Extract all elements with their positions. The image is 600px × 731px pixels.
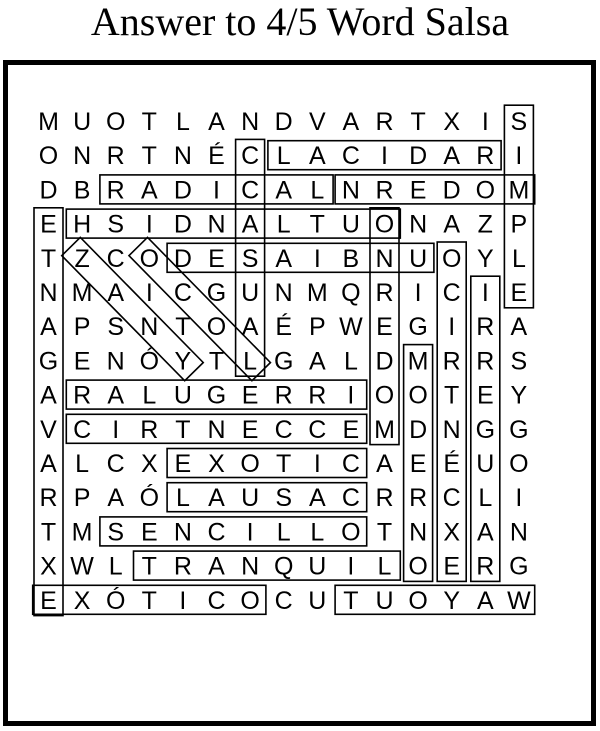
grid-letter: T: [141, 586, 157, 615]
grid-letter: O: [38, 142, 59, 171]
grid-letter: E: [40, 210, 57, 239]
grid-letter: L: [343, 347, 358, 376]
grid-letter: C: [442, 484, 461, 513]
grid-letter: C: [341, 142, 360, 171]
grid-letter: E: [241, 415, 259, 444]
grid-letter: E: [409, 176, 427, 205]
grid-letter: I: [112, 415, 120, 444]
grid-letter: A: [208, 484, 225, 513]
grid-letter: M: [71, 518, 93, 547]
grid-letter: N: [140, 313, 159, 342]
grid-letter: E: [174, 450, 192, 478]
grid-letter: I: [515, 484, 523, 513]
grid-letter: U: [375, 586, 394, 615]
grid-letter: L: [377, 552, 392, 581]
grid-letter: N: [409, 518, 428, 547]
grid-letter: L: [175, 108, 190, 136]
grid-letter: E: [476, 381, 494, 410]
grid-letter: T: [175, 313, 191, 342]
grid-letter: D: [409, 415, 428, 444]
grid-letter: U: [241, 279, 260, 307]
grid-letter: N: [241, 108, 260, 136]
grid-letter: T: [343, 586, 359, 615]
grid-letter: A: [107, 381, 125, 410]
grid-letter: Y: [510, 381, 528, 410]
answer-outline: [335, 585, 535, 614]
grid-letter: U: [241, 484, 260, 513]
grid-letter: V: [40, 415, 57, 444]
grid-letter: N: [173, 142, 192, 171]
grid-letter: S: [107, 313, 125, 342]
grid-letter: A: [443, 210, 461, 239]
grid-letter: G: [206, 381, 227, 410]
grid-letter: O: [341, 518, 361, 547]
grid-letter: T: [276, 450, 292, 478]
grid-letter: O: [408, 586, 428, 615]
grid-letter: L: [478, 484, 493, 513]
grid-letter: W: [339, 313, 363, 342]
grid-letter: C: [274, 586, 293, 615]
grid-letter: Y: [443, 586, 461, 615]
grid-letter: D: [409, 142, 428, 171]
grid-letter: M: [508, 176, 530, 205]
grid-letter: A: [40, 450, 57, 478]
answer-outline: [167, 449, 367, 478]
grid-letter: O: [408, 552, 428, 581]
grid-letter: B: [342, 244, 360, 273]
answer-outline: [167, 243, 434, 272]
grid-letter: B: [73, 176, 91, 205]
grid-letter: A: [107, 484, 125, 513]
answer-outline: [100, 517, 367, 546]
grid-letter: T: [376, 518, 393, 547]
grid-letter: R: [476, 313, 495, 342]
grid-letter: U: [73, 108, 92, 136]
grid-letter: O: [374, 210, 395, 239]
grid-letter: E: [376, 313, 393, 342]
grid-letter: Y: [476, 244, 494, 273]
grid-letter: Y: [174, 347, 192, 376]
grid-letter: Ó: [139, 484, 160, 513]
grid-letter: G: [408, 313, 428, 342]
grid-letter: A: [308, 347, 326, 376]
grid-letter: C: [207, 586, 226, 615]
grid-letter: A: [476, 518, 494, 547]
grid-letter: S: [241, 244, 259, 273]
grid-letter: H: [73, 210, 92, 239]
grid-letter: A: [510, 313, 528, 342]
grid-letter: I: [246, 518, 254, 547]
grid-letter: Ó: [105, 586, 126, 615]
grid-letter: E: [443, 552, 461, 581]
grid-letter: T: [141, 552, 157, 581]
grid-letter: R: [39, 484, 58, 513]
grid-letter: O: [374, 381, 395, 410]
grid-letter: C: [274, 415, 293, 444]
grid-letter: S: [107, 518, 125, 547]
grid-letter: U: [173, 381, 192, 410]
grid-letter: D: [375, 347, 394, 376]
grid-letter: G: [475, 415, 496, 444]
grid-letter: R: [375, 484, 394, 513]
grid-letter: X: [140, 450, 158, 478]
grid-letter: T: [175, 415, 191, 444]
grid-letter: R: [409, 484, 428, 513]
grid-letter: A: [107, 279, 125, 307]
grid-letter: T: [444, 381, 460, 410]
grid-letter: T: [208, 347, 225, 376]
grid-letter: É: [208, 142, 225, 171]
grid-letter: C: [173, 279, 192, 307]
grid-letter: S: [275, 484, 293, 513]
grid-letter: S: [510, 347, 528, 376]
grid-letter: P: [510, 210, 528, 239]
grid-letter: R: [375, 108, 394, 136]
grid-letter: N: [375, 244, 394, 273]
grid-letter: L: [142, 381, 157, 410]
grid-letter: Q: [273, 552, 294, 581]
grid-letter: O: [206, 313, 227, 342]
grid-letter: C: [241, 142, 260, 171]
grid-letters: [38, 108, 531, 615]
grid-letter: A: [40, 381, 57, 410]
grid-letter: R: [442, 347, 461, 376]
grid-letter: D: [39, 176, 58, 205]
grid-letter: A: [40, 313, 57, 342]
grid-letter: R: [140, 415, 159, 444]
grid-letter: R: [106, 142, 125, 171]
grid-letter: E: [342, 415, 360, 444]
grid-letter: É: [275, 313, 293, 342]
grid-letter: A: [140, 176, 158, 205]
grid-letter: A: [208, 552, 225, 581]
grid-letter: E: [241, 381, 259, 410]
grid-letter: C: [106, 450, 125, 478]
grid-letter: T: [410, 108, 426, 136]
grid-letter: C: [207, 518, 226, 547]
grid-letter: C: [442, 279, 461, 307]
grid-letter: A: [241, 210, 259, 239]
grid-letter: C: [341, 484, 360, 513]
grid-letter: R: [476, 142, 495, 171]
grid-letter: R: [106, 176, 125, 205]
grid-letter: R: [375, 176, 394, 205]
grid-letter: U: [308, 586, 327, 615]
grid-letter: I: [481, 108, 489, 136]
grid-letter: P: [73, 484, 91, 513]
grid-letter: I: [313, 244, 321, 273]
grid-letter: I: [414, 279, 422, 307]
grid-letter: I: [145, 279, 153, 307]
grid-letter: S: [107, 210, 125, 239]
grid-letter: O: [139, 244, 160, 273]
grid-letter: T: [40, 244, 57, 273]
answer-outline: [167, 483, 367, 512]
grid-letter: I: [145, 210, 153, 239]
grid-letter: N: [207, 210, 226, 239]
grid-letter: N: [73, 142, 92, 171]
grid-letter: W: [70, 552, 94, 581]
grid-letter: E: [73, 347, 91, 376]
grid-letter: V: [308, 108, 326, 136]
grid-letter: N: [173, 518, 192, 547]
grid-letter: E: [140, 518, 158, 547]
grid-letter: M: [38, 108, 59, 136]
grid-letter: N: [106, 347, 125, 376]
grid-letter: L: [108, 552, 123, 581]
grid-letter: D: [173, 244, 192, 273]
grid-letter: L: [511, 244, 526, 273]
grid-letter: T: [40, 518, 57, 547]
grid-letter: A: [308, 142, 326, 171]
grid-letter: N: [207, 415, 226, 444]
grid-letter: X: [208, 450, 225, 478]
grid-letter: X: [443, 108, 461, 136]
grid-letter: X: [40, 552, 57, 581]
grid-letter: R: [173, 552, 192, 581]
grid-letter: U: [341, 210, 360, 239]
grid-letter: N: [274, 279, 293, 307]
grid-letter: T: [309, 210, 325, 239]
grid-letter: Z: [477, 210, 493, 239]
grid-letter: I: [179, 586, 187, 615]
grid-letter: L: [243, 347, 258, 376]
grid-letter: C: [73, 415, 92, 444]
grid-letter: C: [241, 176, 260, 205]
grid-letter: N: [509, 518, 528, 547]
grid-letter: I: [481, 279, 489, 307]
grid-letter: C: [106, 244, 125, 273]
grid-letter: L: [175, 484, 190, 513]
grid-letter: I: [313, 450, 321, 478]
grid-letter: S: [510, 108, 528, 136]
grid-letter: O: [240, 450, 260, 478]
grid-letter: D: [274, 108, 293, 136]
grid-letter: E: [208, 244, 225, 273]
grid-letter: N: [241, 552, 260, 581]
grid-letter: A: [275, 176, 293, 205]
grid-letter: A: [476, 586, 494, 615]
grid-letter: I: [213, 176, 220, 205]
grid-letter: C: [308, 415, 327, 444]
grid-letter: M: [71, 279, 93, 307]
grid-letter: L: [310, 176, 325, 205]
grid-letter: A: [308, 484, 326, 513]
grid-letter: A: [376, 450, 393, 478]
grid-letter: G: [38, 347, 59, 376]
grid-letter: U: [409, 244, 428, 273]
grid-letter: R: [476, 552, 495, 581]
grid-letter: A: [241, 313, 259, 342]
grid-letter: X: [73, 586, 91, 615]
grid-letter: É: [443, 450, 461, 478]
grid-letter: R: [476, 347, 495, 376]
grid-letter: C: [341, 450, 360, 478]
grid-letter: U: [476, 450, 495, 478]
grid-letter: I: [347, 381, 355, 410]
grid-letter: E: [409, 450, 427, 478]
grid-letter: O: [509, 450, 529, 478]
grid-letter: I: [381, 142, 388, 171]
grid-letter: T: [141, 108, 157, 136]
grid-letter: G: [273, 347, 294, 376]
grid-letter: P: [73, 313, 91, 342]
grid-letter: O: [408, 381, 428, 410]
grid-letter: O: [475, 176, 496, 205]
grid-letter: R: [274, 381, 293, 410]
grid-letter: N: [409, 210, 428, 239]
grid-letter: I: [347, 552, 355, 581]
grid-letter: L: [310, 518, 325, 547]
grid-letter: D: [173, 210, 192, 239]
grid-letter: L: [276, 518, 291, 547]
grid-letter: X: [443, 518, 461, 547]
grid-letter: G: [206, 279, 227, 307]
grid-letter: A: [342, 108, 360, 136]
grid-letter: D: [173, 176, 192, 205]
grid-letter: O: [105, 108, 126, 136]
grid-letter: A: [443, 142, 461, 171]
grid-letter: O: [441, 244, 462, 273]
grid-letter: Z: [74, 244, 90, 273]
grid-letter: L: [276, 210, 291, 239]
grid-letter: R: [73, 381, 92, 410]
grid-letter: E: [40, 586, 57, 615]
grid-letter: L: [75, 450, 90, 478]
grid-letter: N: [341, 176, 360, 205]
grid-letter: G: [509, 415, 529, 444]
grid-letter: G: [509, 552, 529, 581]
grid-letter: E: [510, 279, 528, 307]
grid-letter: Ó: [139, 347, 160, 376]
grid-letter: R: [375, 279, 394, 307]
grid-letter: W: [507, 586, 531, 615]
grid-letter: Q: [341, 279, 361, 307]
grid-letter: I: [515, 142, 523, 171]
grid-letter: O: [240, 586, 260, 615]
grid-letter: M: [306, 279, 328, 307]
grid-letter: N: [442, 415, 461, 444]
grid-letter: M: [407, 347, 429, 376]
grid-letter: U: [308, 552, 327, 581]
puzzle-title: Answer to 4/5 Word Salsa: [90, 0, 510, 44]
grid-letter: R: [308, 381, 327, 410]
grid-letter: N: [39, 279, 58, 307]
grid-letter: D: [442, 176, 461, 205]
grid-letter: T: [141, 142, 157, 171]
grid-letter: P: [308, 313, 326, 342]
grid-letter: A: [208, 108, 225, 136]
grid-letter: A: [275, 244, 293, 273]
grid-letter: L: [276, 142, 291, 171]
grid-letter: I: [448, 313, 456, 342]
grid-letter: M: [374, 415, 395, 444]
